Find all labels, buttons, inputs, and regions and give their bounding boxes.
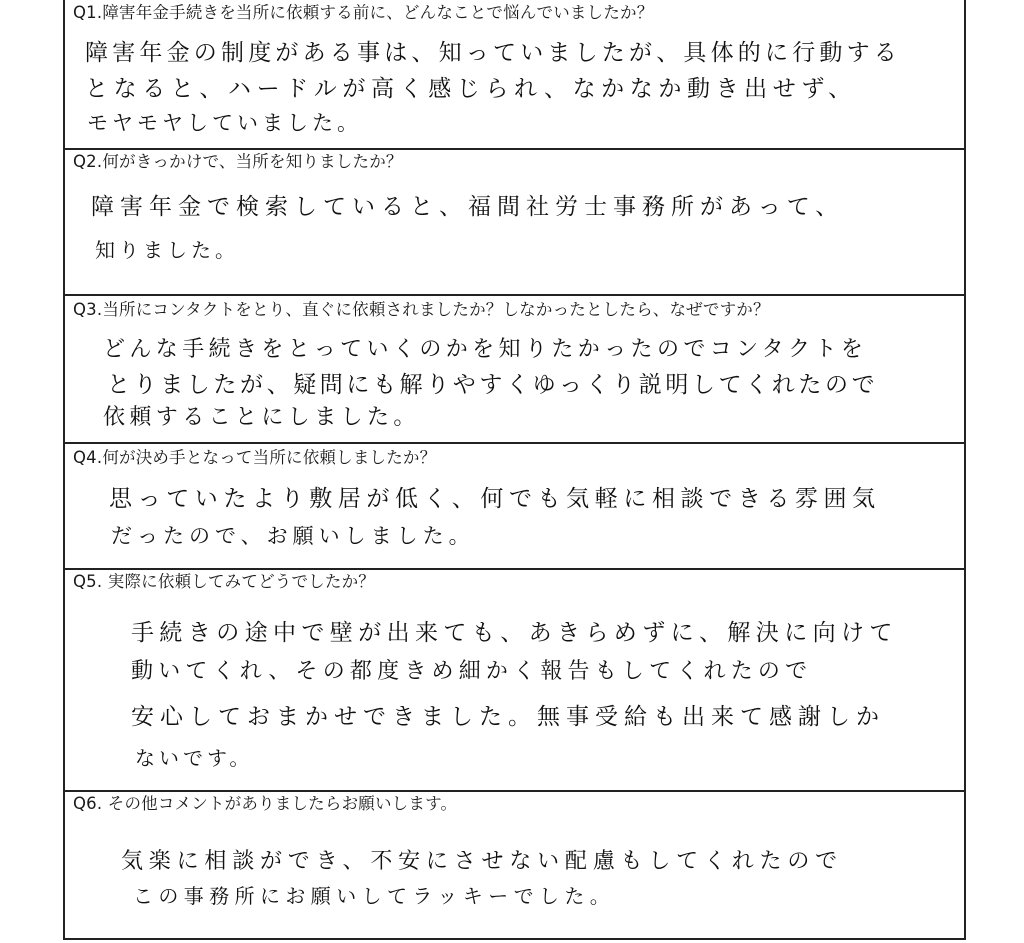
answer-line: 動いてくれ、その都度きめ細かく報告もしてくれたので [131,659,813,684]
answer-line: とりましたが、疑問にも解りやすくゆっくり説明してくれたので [107,372,879,398]
section-q5 [65,568,964,790]
question-q1: Q1.障害年金手続きを当所に依頼する前に、どんなことで悩んでいましたか？ [73,3,654,22]
section-q2 [65,148,964,294]
section-q6 [65,790,964,940]
answer-line: 依頼することにしました。 [103,405,420,430]
answer-line: この事務所にお願いしてラッキーでした。 [133,884,616,908]
answer-line: だったので、お願いしました。 [111,524,475,548]
answer-line: ないです。 [135,746,254,770]
question-q4: Q4.何が決め手となって当所に依頼しましたか？ [73,448,437,467]
answer-line: 障害年金で検索していると、福間社労士事務所があって、 [91,194,845,220]
answer-line: 思っていたより敷居が低く、何でも気軽に相談できる雰囲気 [109,486,881,512]
answer-line: 安心しておまかせできました。無事受給も出来て感謝しか [131,704,885,730]
answer-line: 手続きの途中で壁が出来ても、あきらめずに、解決に向けて [131,620,898,646]
answer-line: どんな手続きをとっていくのかを知りたかったのでコンタクトを [103,337,868,362]
section-q1 [65,0,964,148]
section-q3 [65,294,964,442]
question-q5: Q5. 実際に依頼してみてどうでしたか？ [73,572,375,591]
section-q4 [65,442,964,568]
question-q2: Q2.何がきっかけで、当所を知りましたか？ [73,152,403,171]
question-q3: Q3.当所にコンタクトをとり、直ぐに依頼されましたか？しなかったとしたら、なぜですか？ [73,300,770,319]
answer-line: モヤモヤしていました。 [87,111,362,135]
answer-line: 障害年金の制度がある事は、知っていましたが、具体的に行動する [85,40,901,66]
answer-line: 気楽に相談ができ、不安にさせない配慮もしてくれたので [121,849,843,874]
answer-line: となると、ハードルが高く感じられ、なかなか動き出せず、 [85,76,857,102]
questionnaire-sheet [63,0,966,940]
answer-line: 知りました。 [95,238,239,262]
question-q6: Q6. その他コメントがありましたらお願いします。 [73,794,458,813]
